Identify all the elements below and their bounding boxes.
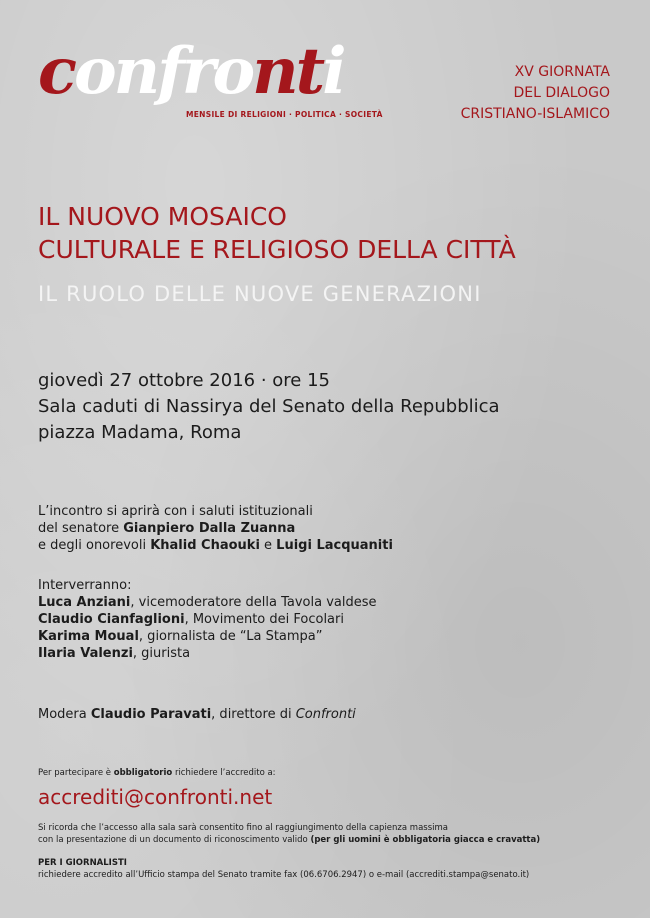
edition-line: CRISTIANO-ISLAMICO xyxy=(460,106,610,122)
title-line: IL NUOVO MOSAICO xyxy=(38,202,287,231)
edition-line: XV GIORNATA xyxy=(514,64,610,80)
event-date-time: giovedì 27 ottobre 2016 · ore 15 xyxy=(38,370,330,391)
senator-name: Gianpiero Dalla Zuanna xyxy=(123,521,296,536)
event-address: piazza Madama, Roma xyxy=(38,422,242,443)
deputy-name: Khalid Chaouki xyxy=(150,538,260,553)
speaker-item: Karima Moual, giornalista de “La Stampa” xyxy=(38,629,323,644)
intro-paragraph xyxy=(38,503,393,554)
deputy-name: Luigi Lacquaniti xyxy=(276,538,393,553)
logo-wordmark: confronti xyxy=(38,34,344,109)
speaker-item: Luca Anziani, vicemoderatore della Tavola valdese xyxy=(38,595,377,610)
registration-note: Per partecipare è obbligatorio richiedere l’accredito a: xyxy=(38,768,276,778)
press-heading: PER I GIORNALISTI xyxy=(38,858,127,868)
press-section xyxy=(38,858,529,881)
intro-line: L’incontro si aprirà con i saluti istituzionali xyxy=(38,504,313,519)
event-venue: Sala caduti di Nassirya del Senato della Repubblica xyxy=(38,396,500,417)
intro-line: del senatore Gianpiero Dalla Zuanna xyxy=(38,521,296,536)
access-note xyxy=(38,823,540,846)
speaker-item: Ilaria Valenzi, giurista xyxy=(38,646,191,661)
speakers-list xyxy=(38,577,377,662)
speaker-item: Claudio Cianfaglioni, Movimento dei Focolari xyxy=(38,612,344,627)
event-title xyxy=(38,200,516,266)
registration-email-link[interactable]: accrediti@confronti.net xyxy=(38,785,273,809)
intro-line: e degli onorevoli Khalid Chaouki e Luigi Lacquaniti xyxy=(38,538,393,553)
publication-name: Confronti xyxy=(295,707,356,722)
moderator-line: Modera Claudio Paravati, direttore di Confronti xyxy=(38,707,356,722)
press-text: richiedere accredito all’Ufficio stampa del Senato tramite fax (06.6706.2947) o e-mail (accrediti.stampa@senato.it) xyxy=(38,869,530,880)
confronti-logo xyxy=(38,34,383,140)
title-line: CULTURALE E RELIGIOSO DELLA CITTÀ xyxy=(38,235,516,264)
access-line: Si ricorda che l’accesso alla sala sarà consentito fino al raggiungimento della capienza massima xyxy=(38,823,448,833)
logo-tagline: MENSILE DI RELIGIONI · POLITICA · SOCIETÀ xyxy=(186,110,383,119)
event-details xyxy=(38,368,500,446)
event-subtitle: IL RUOLO DELLE NUOVE GENERAZIONI xyxy=(38,282,482,306)
moderator-name: Claudio Paravati xyxy=(90,707,212,722)
speakers-heading: Interverranno: xyxy=(38,578,132,593)
access-line: con la presentazione di un documento di riconoscimento valido (per gli uomini è obbligatoria giacca e cravatta) xyxy=(38,834,541,845)
edition-label xyxy=(461,62,610,125)
edition-line: DEL DIALOGO xyxy=(513,85,610,101)
